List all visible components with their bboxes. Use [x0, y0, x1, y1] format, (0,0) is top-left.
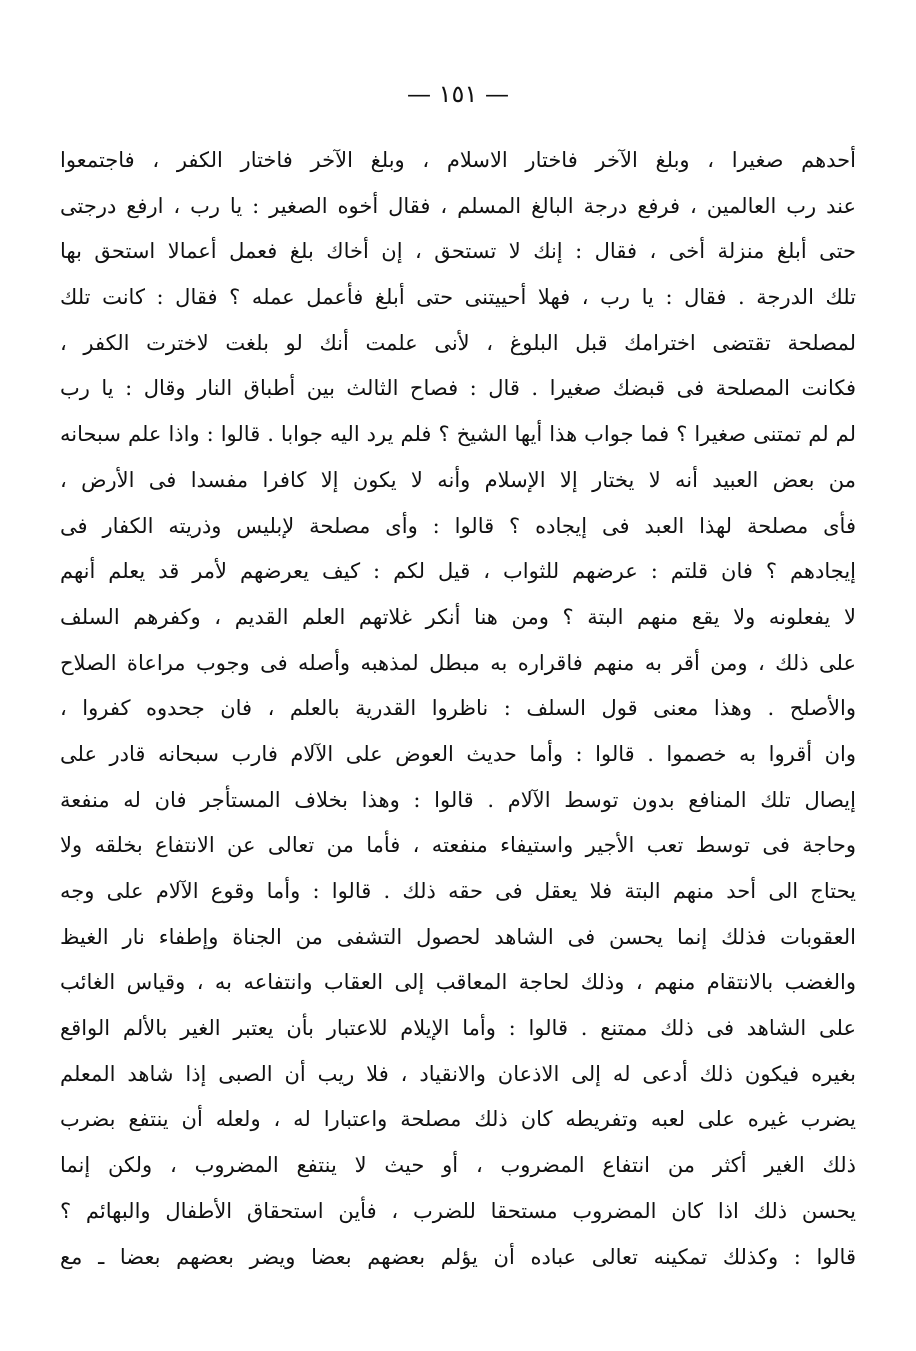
- text-line: من بعض العبيد أنه لا يختار إلا الإسلام وأنه لا يكون إلا كافرا مفسدا فى الأرض ،: [60, 467, 856, 492]
- text-line: يضرب غيره على لعبه وتفريطه كان ذلك مصلحة واعتبارا له ، ولعله أن ينتفع بضرب: [60, 1107, 856, 1132]
- text-line: يحتاج الى أحد منهم البتة فلا يعقل فى حقه ذلك . قالوا : وأما وقوع الآلام على وجه: [60, 879, 856, 903]
- text-line: عند رب العالمين ، فرفع درجة البالغ المسلم ، فقال أخوه الصغير : يا رب ، ارفع درجتى: [60, 193, 856, 218]
- page-number: — ١٥١ —: [407, 80, 509, 108]
- text-line: والأصلح . وهذا معنى قول السلف : ناظروا القدرية بالعلم ، فان جحدوه كفروا ،: [60, 696, 856, 721]
- text-line: لا يفعلونه ولا يقع منهم البتة ؟ ومن هنا أنكر غلاتهم العلم القديم ، وكفرهم السلف: [60, 604, 856, 629]
- text-line: لم لم تمتنى صغيرا ؟ فما جواب هذا أيها الشيخ ؟ فلم يرد اليه جوابا . قالوا : واذا علم سبحانه: [60, 422, 856, 447]
- text-line: أحدهم صغيرا ، وبلغ الآخر فاختار الاسلام ، وبلغ الآخر فاختار الكفر ، فاجتمعوا: [60, 148, 856, 172]
- text-line: على ذلك ، ومن أقر به منهم فاقراره به مبطل لمذهبه وأصله فى وجوب مراعاة الصلاح: [60, 650, 856, 675]
- text-line: بغيره فيكون ذلك أدعى له إلى الاذعان والانقياد ، فلا ريب أن الصبى إذا شاهد المعلم: [60, 1061, 856, 1086]
- text-line: إيجادهم ؟ فان قلتم : عرضهم للثواب ، قيل لكم : كيف يعرضهم لأمر قد يعلم أنهم: [60, 559, 856, 584]
- text-line: فأى مصلحة لهذا العبد فى إيجاده ؟ قالوا : وأى مصلحة لإبليس وذريته الكفار فى: [60, 513, 856, 538]
- text-line: وان أقروا به خصموا . قالوا : وأما حديث العوض على الآلام فارب سبحانه قادر على: [60, 741, 856, 766]
- text-line: حتى أبلغ منزلة أخى ، فقال : إنك لا تستحق ، إن أخاك بلغ فعمل أعمالا استحق بها: [60, 239, 856, 264]
- text-line: فكانت المصلحة فى قبضك صغيرا . قال : فصاح الثالث بين أطباق النار وقال : يا رب: [60, 376, 856, 401]
- text-line: والغضب بالانتقام منهم ، وذلك لحاجة المعاقب إلى العقاب وانتفاعه به ، وقياس الغائب: [60, 970, 856, 995]
- text-line: على الشاهد فى ذلك ممتنع . قالوا : وأما الإيلام للاعتبار بأن يعتبر الغير بالألم الواقع: [60, 1016, 856, 1041]
- text-line: ذلك الغير أكثر من انتفاع المضروب ، أو حيث لا ينتفع المضروب ، ولكن إنما: [60, 1153, 856, 1178]
- text-line: تلك الدرجة . فقال : يا رب ، فهلا أحييتنى حتى أبلغ فأعمل عمله ؟ فقال : كانت تلك: [60, 285, 856, 310]
- text-line: لمصلحة تقتضى اخترامك قبل البلوغ ، لأنى علمت أنك لو بلغت لاخترت الكفر ،: [60, 330, 856, 355]
- text-line: يحسن ذلك اذا كان المضروب مستحقا للضرب ، فأين استحقاق الأطفال والبهائم ؟: [60, 1198, 856, 1223]
- text-line: إيصال تلك المنافع بدون توسط الآلام . قالوا : وهذا بخلاف المستأجر فان له منفعة: [60, 787, 856, 812]
- text-line: العقوبات فذلك إنما يحسن فى الشاهد لحصول التشفى من الجناة وإطفاء نار الغيظ: [60, 924, 856, 949]
- text-line: وحاجة فى توسط تعب الأجير واستيفاء منفعته ، فأما من تعالى عن الانتفاع بخلقه ولا: [60, 833, 856, 858]
- text-line: قالوا : وكذلك تمكينه تعالى عباده أن يؤلم بعضهم بعضا ويضر بعضهم بعضا ـ مع: [60, 1244, 856, 1269]
- body-text: [60, 138, 856, 1280]
